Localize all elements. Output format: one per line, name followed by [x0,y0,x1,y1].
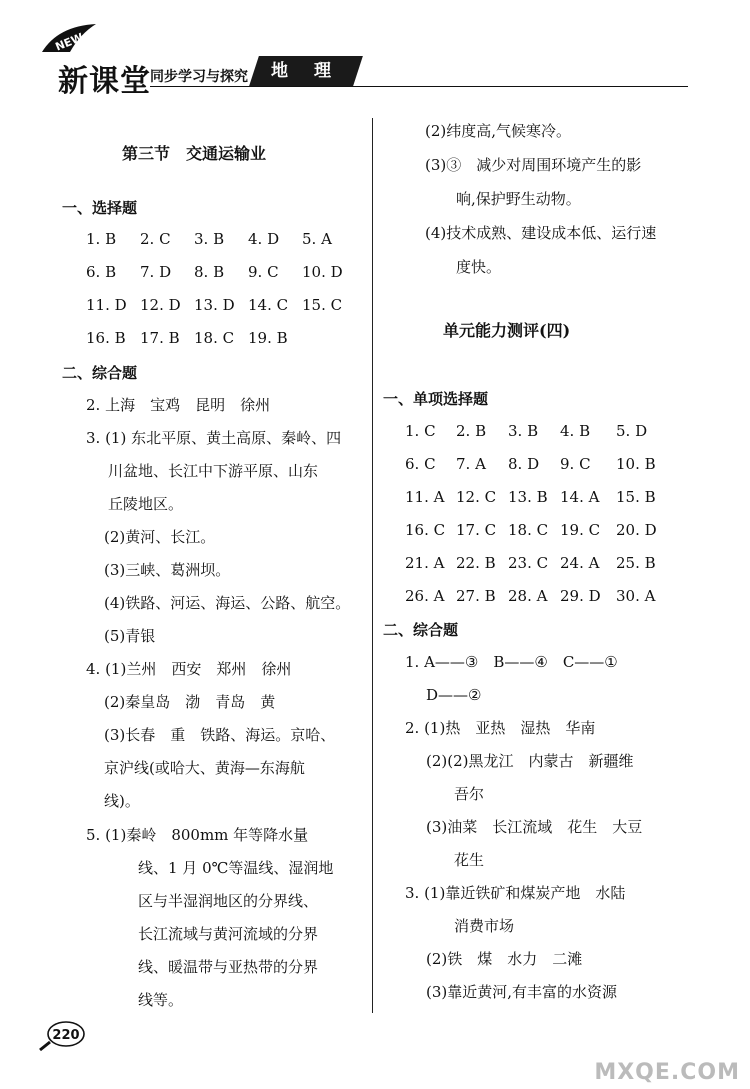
answer-item: 10. B [616,455,656,473]
part1-title: 一、选择题 [62,199,138,217]
answer-item: 27. B [456,587,496,605]
answer-item: 5. D [616,422,648,440]
answer-line: D——② [426,686,482,704]
answer-line: 3. (1)靠近铁矿和煤炭产地 水陆 [405,884,626,902]
answer-line: (3)长春 重 铁路、海运。京哈、 [104,726,336,744]
answer-line: 线、暖温带与亚热带的分界 [138,958,319,976]
answer-item: 6. B [86,263,117,281]
part2-title: 二、综合题 [62,364,138,382]
answer-item: 12. D [140,296,181,314]
answer-line: (2)秦皇岛 渤 青岛 黄 [104,693,276,711]
answer-line: (3)三峡、葛洲坝。 [104,561,231,579]
answer-item: 7. D [140,263,172,281]
answer-line: 2. 上海 宝鸡 昆明 徐州 [86,396,271,414]
answer-line: 线、1 月 0℃等温线、湿润地 [138,859,334,877]
answer-item: 1. C [405,422,436,440]
answer-item: 21. A [405,554,445,572]
answer-item: 10. D [302,263,343,281]
answer-line: 京沪线(或哈大、黄海—东海航 [104,759,305,777]
answer-line: 川盆地、长江中下游平原、山东 [108,462,319,480]
answer-line: (2)(2)黑龙江 内蒙古 新疆维 [426,752,634,770]
page-number-badge [38,1018,86,1052]
answer-item: 1. B [86,230,117,248]
answer-item: 4. D [248,230,280,248]
answer-item: 19. C [560,521,601,539]
answer-line: 线等。 [138,991,184,1009]
answer-line: 1. A——③ B——④ C——① [405,653,618,671]
answer-line: 丘陵地区。 [108,495,184,513]
svg-text:NEW: NEW [53,30,86,54]
answer-line: 花生 [454,851,485,869]
brand-tagline: 同步学习与探究 [150,69,248,85]
answer-item: 22. B [456,554,496,572]
answer-item: 8. B [194,263,225,281]
answer-item: 29. D [560,587,601,605]
answer-line: 5. (1)秦岭 800mm 年等降水量 [86,826,309,844]
answer-item: 20. D [616,521,657,539]
answer-line: 2. (1)热 亚热 湿热 华南 [405,719,596,737]
answer-item: 24. A [560,554,600,572]
answer-item: 6. C [405,455,436,473]
answer-line: (2)铁 煤 水力 二滩 [426,950,583,968]
answer-item: 18. C [194,329,235,347]
unit-title: 单元能力测评(四) [443,321,571,340]
answer-item: 9. C [248,263,279,281]
answer-item: 30. A [616,587,656,605]
answer-line: (5)青银 [104,627,156,645]
answer-item: 15. C [302,296,343,314]
answer-line: (3)靠近黄河,有丰富的水资源 [426,983,618,1001]
part2-title: 二、综合题 [383,621,459,639]
answer-item: 14. A [560,488,600,506]
answer-item: 13. D [194,296,235,314]
answer-item: 12. C [456,488,497,506]
answer-item: 9. C [560,455,591,473]
answer-line: (2)纬度高,气候寒冷。 [425,122,572,140]
column-divider [372,118,373,1013]
answer-item: 11. A [405,488,445,506]
answer-line: (4)技术成熟、建设成本低、运行速 [425,224,657,242]
answer-item: 8. D [508,455,540,473]
answer-item: 4. B [560,422,591,440]
answer-line: 响,保护野生动物。 [456,190,581,208]
answer-line: 消费市场 [454,917,515,935]
answer-item: 26. A [405,587,445,605]
answer-line: 3. (1) 东北平原、黄土高原、秦岭、四 [86,429,342,447]
answer-item: 19. B [248,329,288,347]
watermark: MXQE.COM [594,1060,740,1085]
brand-title: 新课堂 [58,64,151,99]
answer-line: 线)。 [104,792,140,810]
answer-line: 吾尔 [454,785,485,803]
answer-item: 2. C [140,230,171,248]
answer-line: 区与半湿润地区的分界线、 [138,892,319,910]
answer-item: 3. B [194,230,225,248]
page-number: 220 [52,1028,80,1043]
answer-line: (3)③ 减少对周围环境产生的影 [425,156,642,174]
answer-line: 4. (1)兰州 西安 郑州 徐州 [86,660,292,678]
subject-badge: 地 理 [249,56,363,86]
answer-item: 16. B [86,329,126,347]
answer-item: 2. B [456,422,487,440]
answer-item: 16. C [405,521,446,539]
section-title: 第三节 交通运输业 [122,144,267,163]
header-rule [150,86,688,87]
answer-item: 7. A [456,455,486,473]
answer-line: (4)铁路、河运、海运、公路、航空。 [104,594,351,612]
answer-line: 长江流域与黄河流域的分界 [138,925,319,943]
answer-item: 13. B [508,488,548,506]
answer-line: (3)油菜 长江流域 花生 大豆 [426,818,643,836]
answer-item: 15. B [616,488,656,506]
page-header [0,0,750,110]
part1-title: 一、单项选择题 [383,390,489,408]
new-logo-icon [40,22,100,56]
answer-item: 17. C [456,521,497,539]
answer-item: 3. B [508,422,539,440]
answer-line: 度快。 [456,258,502,276]
answer-item: 17. B [140,329,180,347]
answer-item: 5. A [302,230,332,248]
answer-item: 25. B [616,554,656,572]
answer-item: 28. A [508,587,548,605]
answer-item: 14. C [248,296,289,314]
answer-item: 11. D [86,296,127,314]
answer-line: (2)黄河、长江。 [104,528,216,546]
answer-item: 23. C [508,554,549,572]
answer-item: 18. C [508,521,549,539]
